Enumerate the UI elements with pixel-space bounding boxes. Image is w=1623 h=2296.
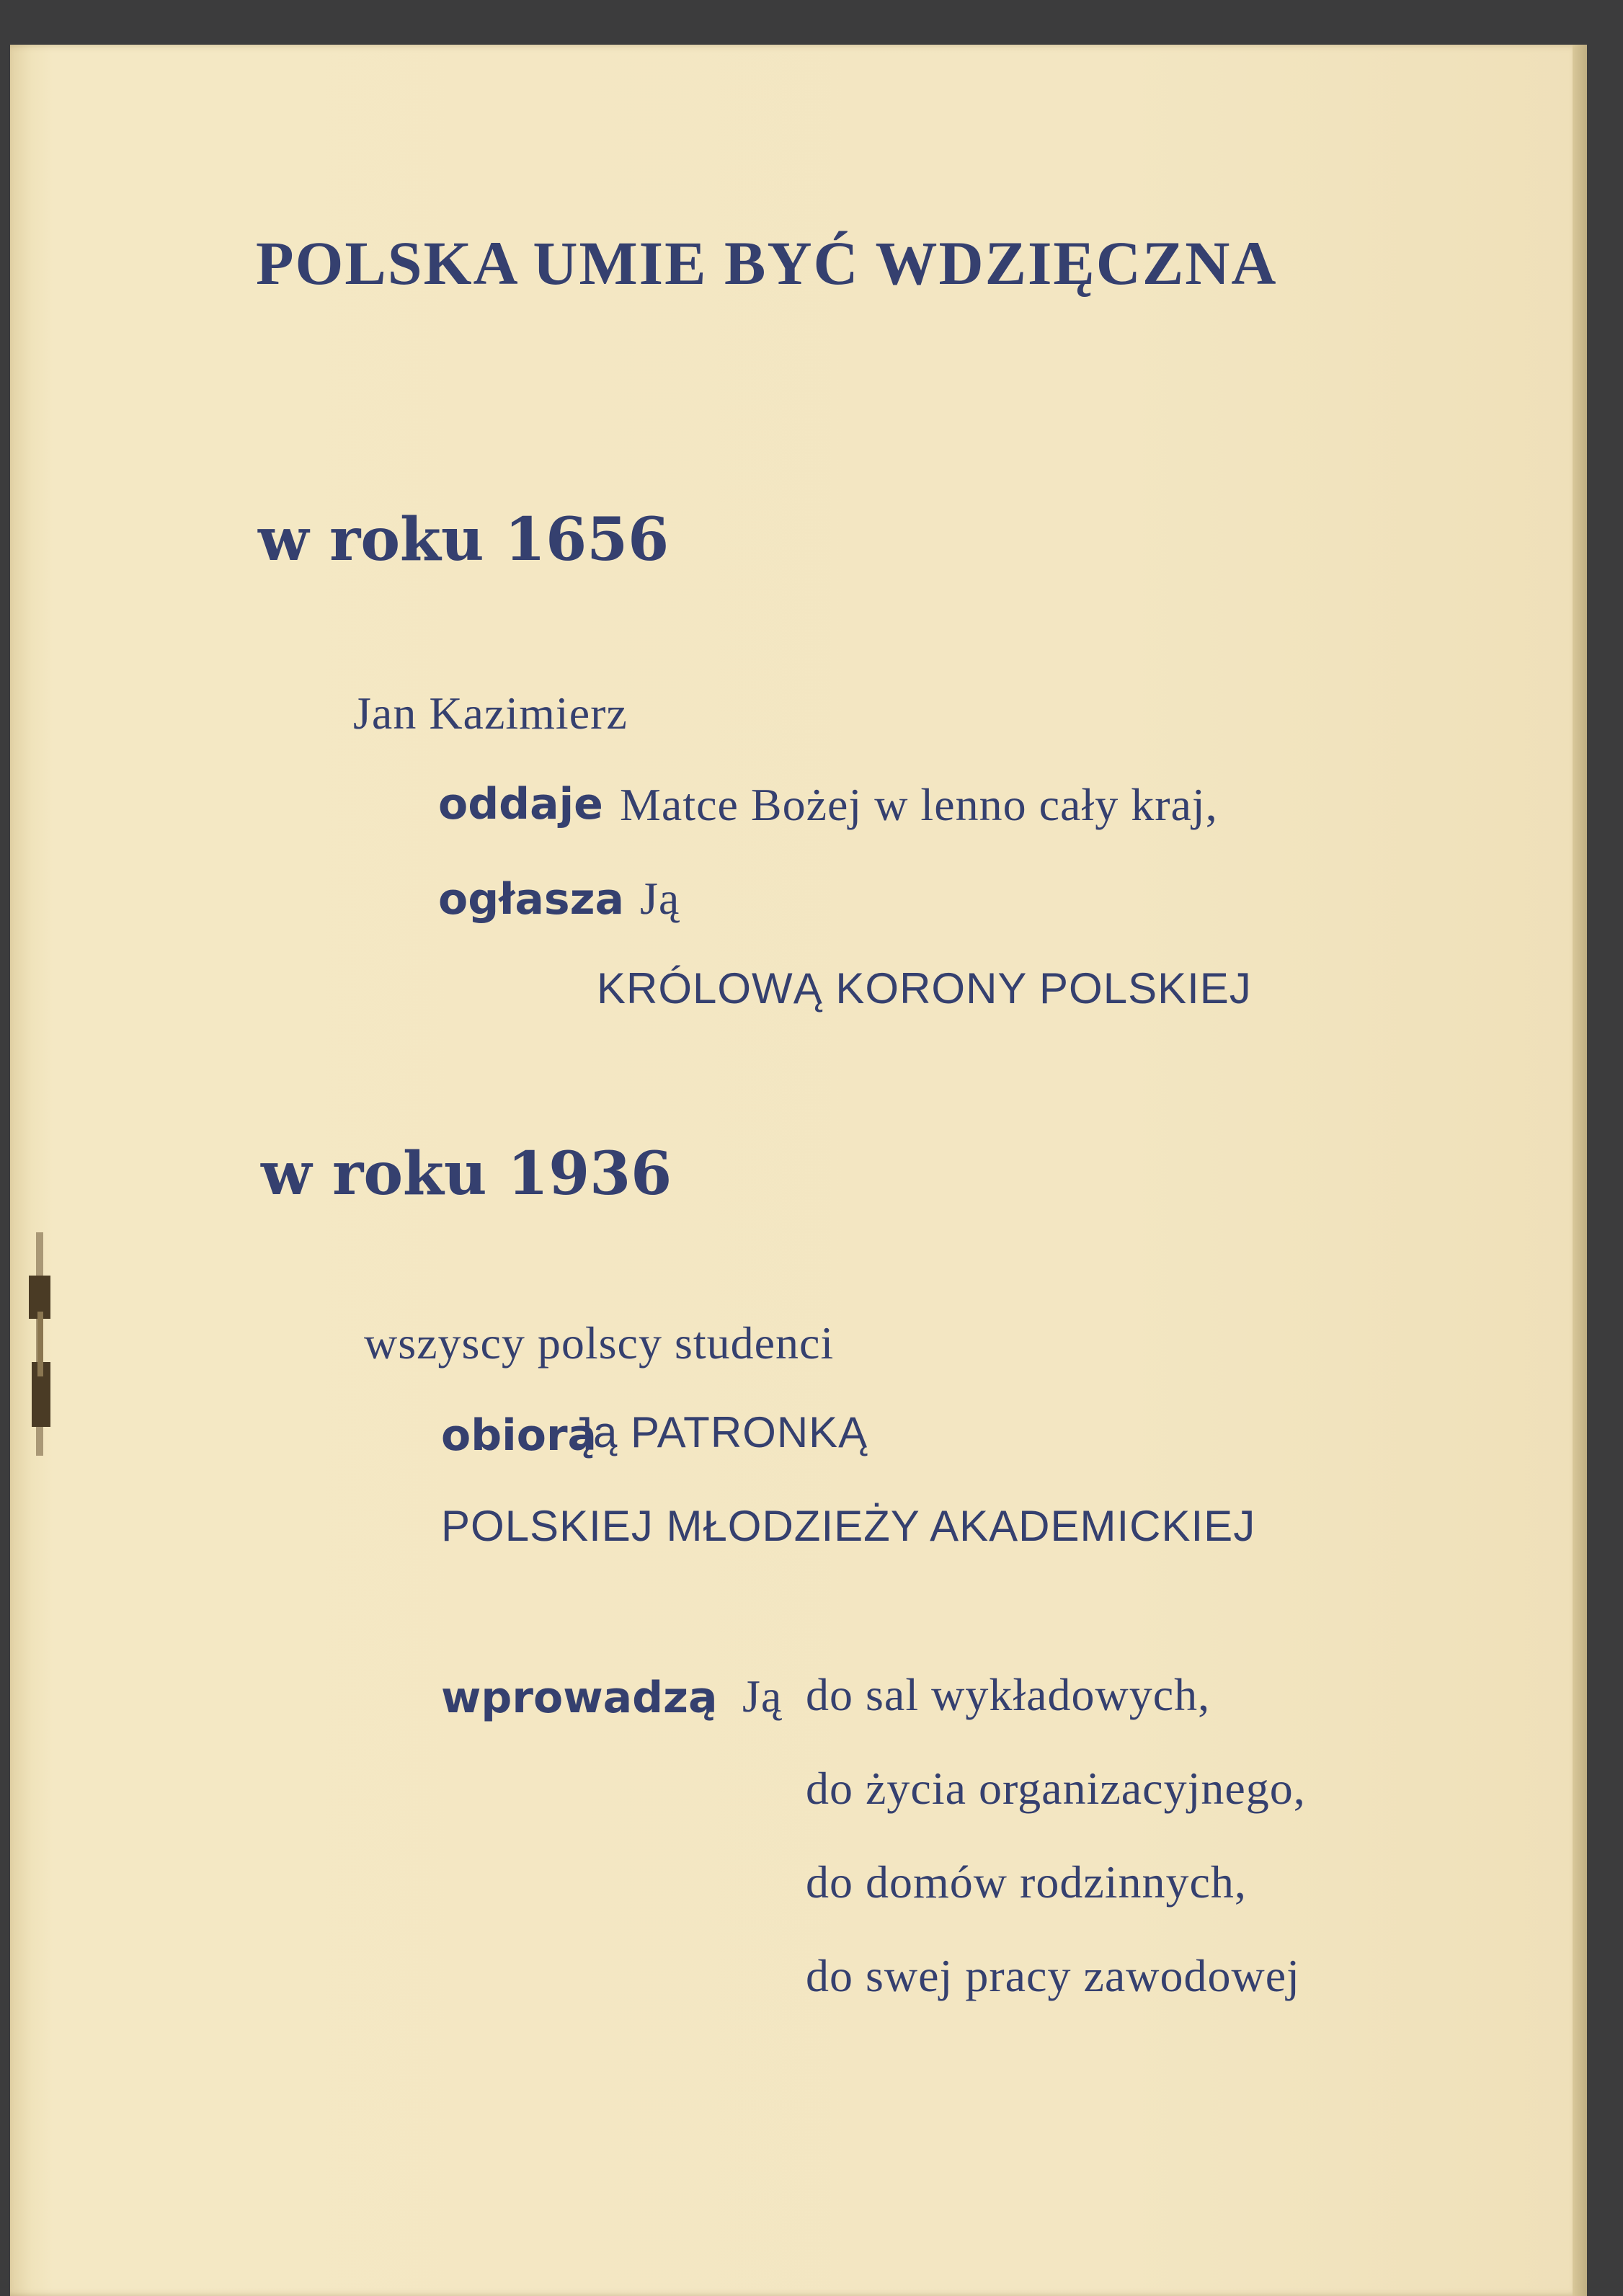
text-place-2: do życia organizacyjnego, [806, 1763, 1306, 1814]
text-place-4: do swej pracy zawodowej [806, 1950, 1300, 2001]
document-page [10, 45, 1581, 2296]
text-polskiej-mlodziezy: POLSKIEJ MŁODZIEŻY AKADEMICKIEJ [441, 1502, 1256, 1550]
page-title: POLSKA UMIE BYĆ WDZIĘCZNA [256, 228, 1278, 298]
text-oglasza: ogłasza [438, 874, 625, 925]
text-place-3: do domów rodzinnych, [806, 1856, 1247, 1908]
binding-staple-icon [23, 1232, 59, 1456]
text-obiora: obiorą [441, 1410, 597, 1461]
text-wprowadza: wprowadzą [441, 1673, 718, 1723]
text-patronka: Ją PATRONKĄ [571, 1408, 868, 1456]
text-ja-1: Ją [640, 873, 680, 924]
text-krolowa-korony: KRÓLOWĄ KORONY POLSKIEJ [597, 964, 1252, 1013]
text-jan-kazimierz: Jan Kazimierz [353, 688, 628, 739]
text-ja-2: Ją [742, 1670, 783, 1722]
text-oddaje: oddaje [438, 779, 603, 829]
page-edge [1573, 45, 1587, 2296]
year-heading-1936: w roku 1936 [261, 1139, 672, 1209]
year-heading-1656: w roku 1656 [258, 505, 670, 574]
text-wszyscy-studenci: wszyscy polscy studenci [364, 1317, 835, 1369]
text-place-1: do sal wykładowych, [806, 1669, 1211, 1720]
text-matce-bozej: Matce Bożej w lenno cały kraj, [620, 779, 1218, 830]
